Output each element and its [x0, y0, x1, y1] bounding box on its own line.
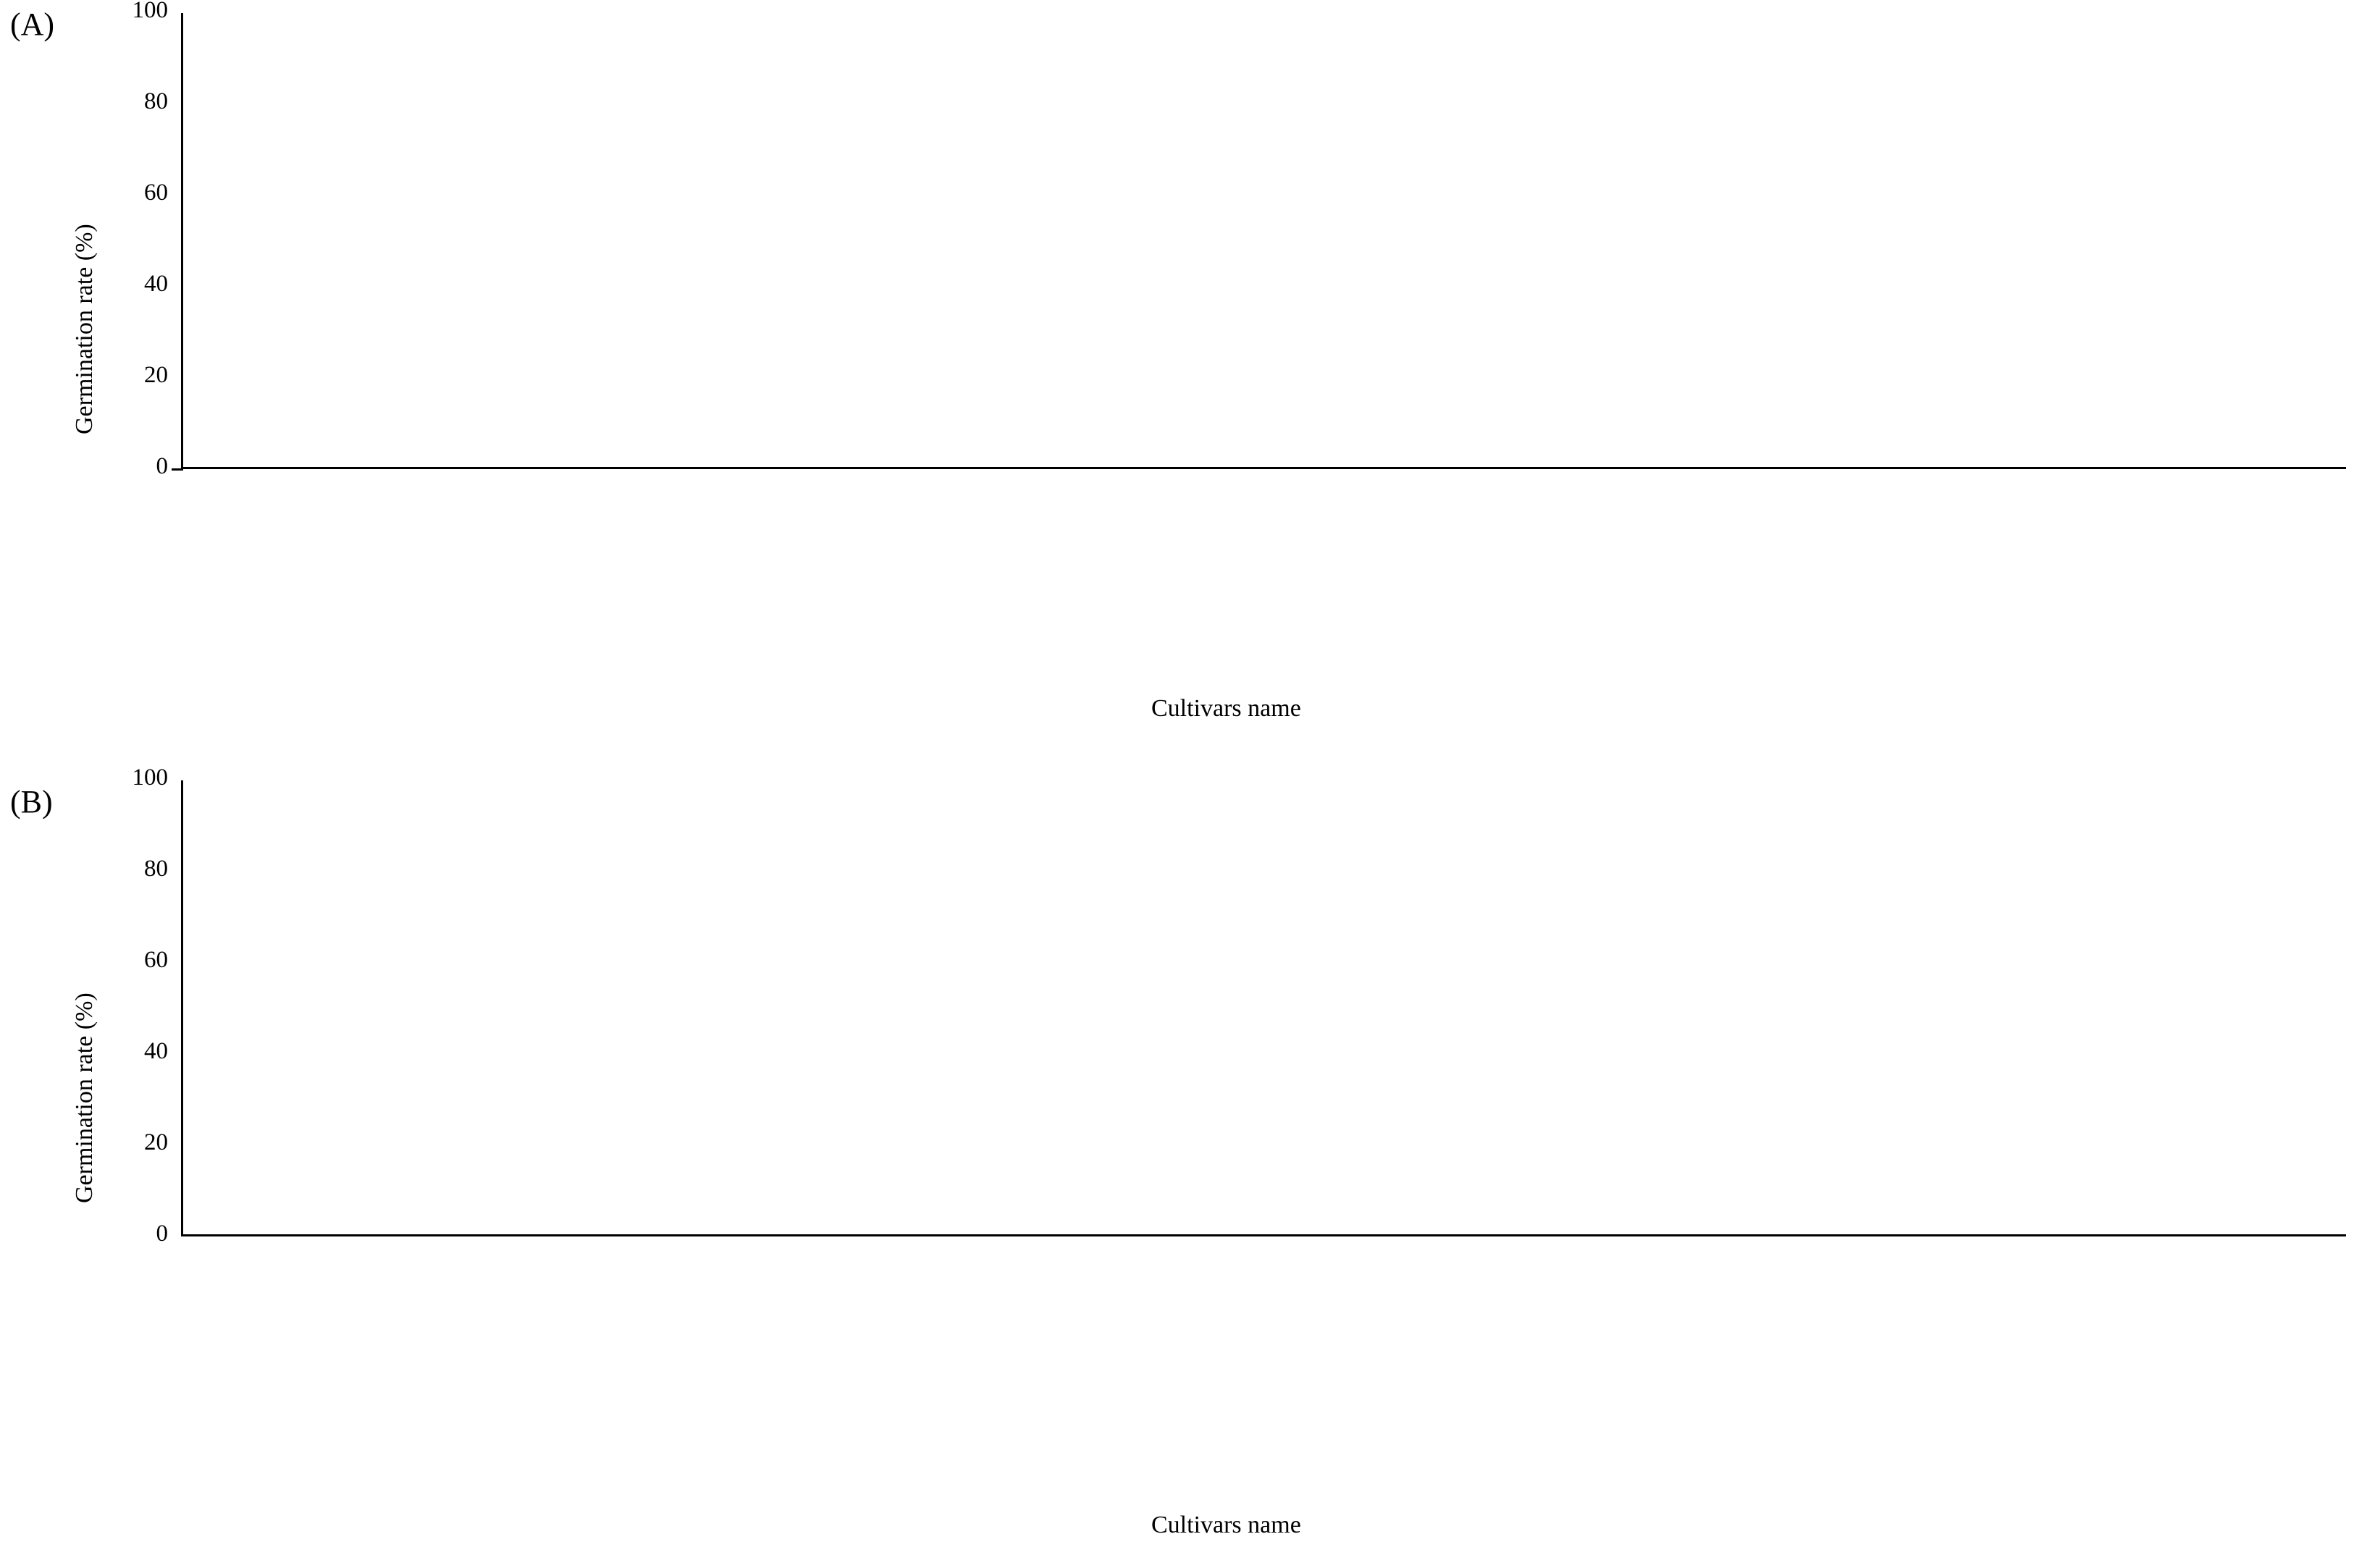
panel-a-y-axis-label: Germination rate (%)	[71, 224, 98, 434]
panel-a-plot-area	[181, 13, 2346, 469]
y-axis-tick-label: 100	[132, 764, 168, 791]
panel-a-x-axis-label: Cultivars name	[1151, 695, 1301, 722]
y-axis-tick-label: 0	[156, 1221, 168, 1247]
y-axis-tick-label: 0	[156, 453, 168, 479]
y-axis-tick-label: 80	[144, 856, 168, 882]
panel-b-x-axis-label: Cultivars name	[1151, 1512, 1301, 1538]
y-axis-tick	[172, 468, 183, 471]
y-axis-tick-label: 60	[144, 947, 168, 973]
panel-b	[0, 753, 2380, 1555]
panel-b-y-axis-label: Germination rate (%)	[71, 993, 98, 1203]
panel-a	[0, 0, 2380, 724]
y-axis-tick-label: 20	[144, 362, 168, 388]
y-axis-tick-label: 20	[144, 1129, 168, 1155]
y-axis-tick-label: 40	[144, 271, 168, 297]
y-axis-tick-label: 100	[132, 0, 168, 23]
panel-b-label: (B)	[10, 784, 53, 819]
y-axis-tick-label: 40	[144, 1038, 168, 1064]
y-axis-tick-label: 80	[144, 88, 168, 114]
panel-a-label: (A)	[10, 7, 55, 42]
panel-b-plot-area	[181, 780, 2346, 1236]
y-axis-tick-label: 60	[144, 180, 168, 206]
